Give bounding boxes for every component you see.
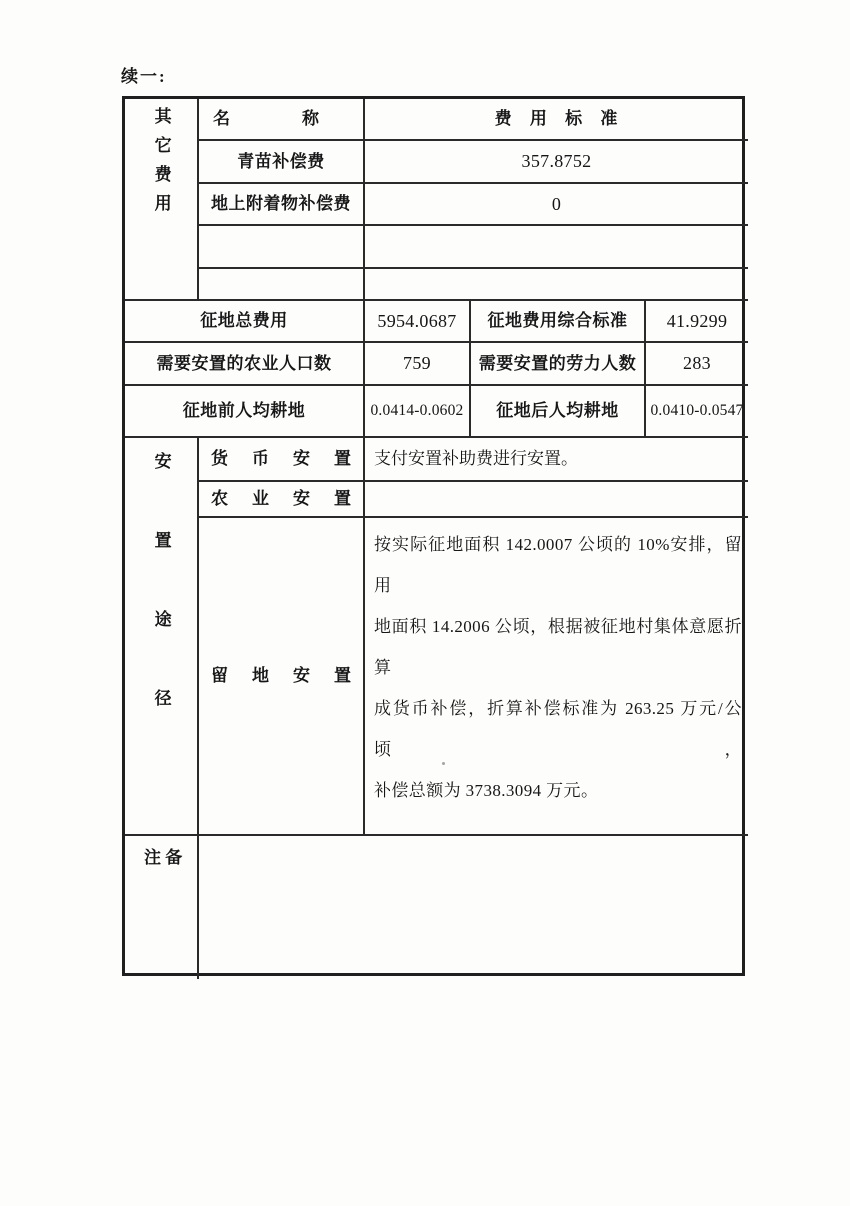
summary-value2: 0.0410-0.0547 [646,386,748,438]
paragraph-line: 按实际征地面积 142.0007 公顷的 10%安排，留用 [374,535,742,595]
fee-row-name [199,269,365,301]
land-retention-label-cell [199,518,365,836]
remarks-row-header-cell [125,836,199,979]
fee-row-value [365,269,748,301]
scan-speck-artifact [442,762,445,765]
standard-header-cell [365,99,748,141]
summary-value2: 41.9299 [646,301,748,343]
paragraph-line: 成货币补偿，折算补偿标准为 263.25 万元/公顷， [374,699,742,759]
continuation-label: 续一: [121,67,167,86]
fee-row-name [199,226,365,269]
land-acquisition-table [122,96,745,976]
summary-label2: 需要安置的劳力人数 [471,343,646,386]
paragraph-line: 地面积 14.2006 公顷，根据被征地村集体意愿折算 [374,617,742,677]
agricultural-resettlement-content [365,482,748,518]
resettlement-row-header-cell [125,438,199,836]
fee-row-value [365,226,748,269]
summary-value: 5954.0687 [365,301,471,343]
monetary-resettlement-label: 货 币 安 置 [211,449,351,469]
fee-row-name: 地上附着物补偿费 [199,184,365,226]
other-fees-row-header: 其它费用 [151,107,171,223]
paragraph-line: 补偿总额为 3738.3094 万元。 [374,781,599,800]
fee-row-value: 357.8752 [365,141,748,184]
summary-label: 需要安置的农业人口数 [125,343,365,386]
summary-label2: 征地后人均耕地 [471,386,646,438]
remarks-row-header: 备注 [141,848,182,947]
other-fees-row-header-cell [125,99,199,301]
monetary-resettlement-label-cell [199,438,365,482]
summary-value: 0.0414-0.0602 [365,386,471,438]
land-retention-label: 留 地 安 置 [211,666,351,686]
fee-row-value: 0 [365,184,748,226]
agricultural-resettlement-label-cell [199,482,365,518]
name-header-cell [199,99,365,141]
fee-row-name: 青苗补偿费 [199,141,365,184]
summary-value: 759 [365,343,471,386]
summary-label: 征地总费用 [125,301,365,343]
monetary-resettlement-content: 支付安置补助费进行安置。 [365,438,748,482]
remarks-content [199,836,748,979]
summary-label: 征地前人均耕地 [125,386,365,438]
land-retention-paragraph [365,518,748,811]
summary-label2: 征地费用综合标准 [471,301,646,343]
standard-header: 费 用 标 准 [494,109,619,129]
summary-value2: 283 [646,343,748,386]
name-header: 名 称 [213,109,319,129]
agricultural-resettlement-label: 农 业 安 置 [211,489,351,509]
resettlement-row-header: 安置途径 [151,452,171,768]
